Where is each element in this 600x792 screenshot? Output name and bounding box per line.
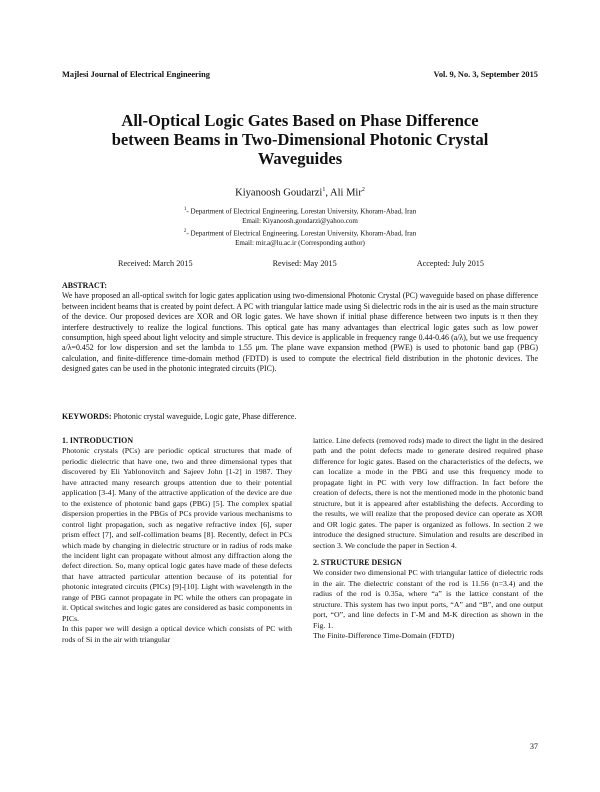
volume-info: Vol. 9, No. 3, September 2015	[433, 70, 538, 79]
author-separator: ,	[325, 187, 331, 199]
author-list	[62, 187, 538, 199]
structure-design-heading: 2. STRUCTURE DESIGN	[313, 557, 402, 567]
introduction-heading: 1. INTRODUCTION	[62, 436, 134, 445]
structure-paragraph-1: We consider two dimensional PC with triangular lattice of dielectric rods in the air. The dielectric constant of the rod is 11.56 (n=3.4) and the radius of the rod is 0.35a, where “a” is the lattice constant of the structure. This system has two input ports, “A” and “B”, and one output port, “O”, and line defects in Γ-M and M-K direction as shown in the Fig. 1.	[313, 568, 543, 630]
page-number: 37	[529, 742, 538, 751]
paper-title	[62, 111, 538, 168]
title-line-1: All-Optical Logic Gates Based on Phase Difference	[121, 111, 479, 130]
introduction-paragraph-1: Photonic crystals (PCs) are periodic optical structures that made of periodic dielectric that have one, two and three dimensional types that discovered by Eli Yablonovitch and Sajeev John [1-2] in 1987. They have attracted many research groups attention due to their potential application [3-4]. Many of the attractive application of the device are due to the existence of photonic band gaps (PBG) [5]. The complex spatial dispersion properties in the PBGs of PCs provide various mechanisms to control light propagation, such as negative refractive index [6], super prism effect [7], and self-collimation beams [8]. Recently, defect in PCs which made by changing in dielectric structure or in radius of rods make the incident light can propagate without almost any diffraction along the defect direction. So, many optical logic gates have made of these defects that have attracted particular attention because of its potential for photonic integrated circuits (PICs) [9]-[10]. Light with wavelength in the range of PBG cannot propagate in PC while the others can propagate in it. Optical switches and logic gates are considered as basic components in PICs.	[62, 446, 292, 623]
affiliation-2-mark: 2	[183, 228, 187, 234]
running-header	[62, 70, 538, 79]
accepted-date: Accepted: July 2015	[416, 259, 484, 268]
author-1-affil-mark: 1	[322, 187, 326, 193]
author-2-affil-mark: 2	[361, 187, 365, 193]
abstract	[62, 281, 538, 375]
left-column	[62, 436, 292, 645]
affiliation-2-text: - Department of Electrical Engineering, Lorestan University, Khoram-Abad, Iran	[186, 228, 417, 237]
abstract-text: We have proposed an all-optical switch for logic gates application using two-dimensional Photonic Crystal (PC) waveguide based on phase difference between incident beams that is created by point defect. A PC with triangular lattice made using Si dielectric rods in the air is used as the main structure of the device. Our proposed devices are XOR and OR logic gates. We have shown if initial phase difference between two inputs is π then they interfere destructively to realize the logical functions. This optical gate has many advantages than electrical logic gates such as low power consumption, high speed about light velocity and simple structure. This device is applicable in frequency range 0.44-0.46 (a/λ), but we use frequency a/λ=0.452 for low dispersion and set the lambda to 1.55 μm. The plane wave expansion method (PWE) is used to photonic band gap (PBG) calculation, and finite-difference time-domain method (FDTD) is used to compute the electrical field distribution in the photonic devices. The designed gates can be used in the photonic integrated circuits (PIC).	[62, 291, 538, 374]
structure-paragraph-2: The Finite-Difference Time-Domain (FDTD)	[313, 631, 455, 641]
author-2: Ali Mir	[330, 187, 362, 199]
abstract-label: ABSTRACT:	[62, 281, 108, 290]
affiliations	[62, 205, 538, 248]
revised-date: Revised: May 2015	[272, 259, 337, 268]
journal-name: Majlesi Journal of Electrical Engineering	[62, 70, 210, 79]
introduction-paragraph-2: In this paper we will design a optical device which consists of PC with rods of Si in the air with triangular	[62, 624, 292, 644]
affiliation-2-email: Email: mir.a@lu.ac.ir (Corresponding author)	[235, 238, 365, 247]
title-line-2: between Beams in Two-Dimensional Photonic Crystal	[111, 130, 489, 149]
received-date: Received: March 2015	[118, 259, 193, 268]
keywords-label: KEYWORDS:	[62, 412, 112, 421]
affiliation-1-email: Email: Kiyanoosh.goudarzi@yahoo.com	[242, 216, 358, 225]
introduction-continued: lattice. Line defects (removed rods) made to direct the light in the desired path and the point defects made to generate desired required phase difference for logic gates. Based on the characteristics of the defects, we can localize a mode in the PBG and use this frequency mode to propagate light in PC with very low diffraction. In fact before the creation of defects, there is not the mentioned mode in the photonic band structure, but it is appeared after establishing the defects. According to the results, we will realize that the proposed device can operate as XOR and OR logic gates. The paper is organized as follows. In section 2 we introduce the designed structure. Simulation and results are described in section 3. We conclude the paper in Section 4.	[313, 436, 543, 550]
submission-dates	[118, 259, 484, 268]
title-line-3: Waveguides	[257, 149, 343, 168]
right-column	[313, 436, 543, 642]
keywords	[62, 412, 538, 421]
affiliation-1-mark: 1	[183, 207, 187, 212]
keywords-text: Photonic crystal waveguide, Logic gate, Phase difference.	[111, 412, 297, 421]
affiliation-1-text: - Department of Electrical Engineering, Lorestan University, Khoram-Abad, Iran	[186, 207, 417, 216]
affiliation-1	[62, 205, 538, 217]
affiliation-2	[62, 227, 538, 239]
author-1: Kiyanoosh Goudarzi	[235, 187, 323, 199]
section-spacer	[313, 551, 543, 558]
